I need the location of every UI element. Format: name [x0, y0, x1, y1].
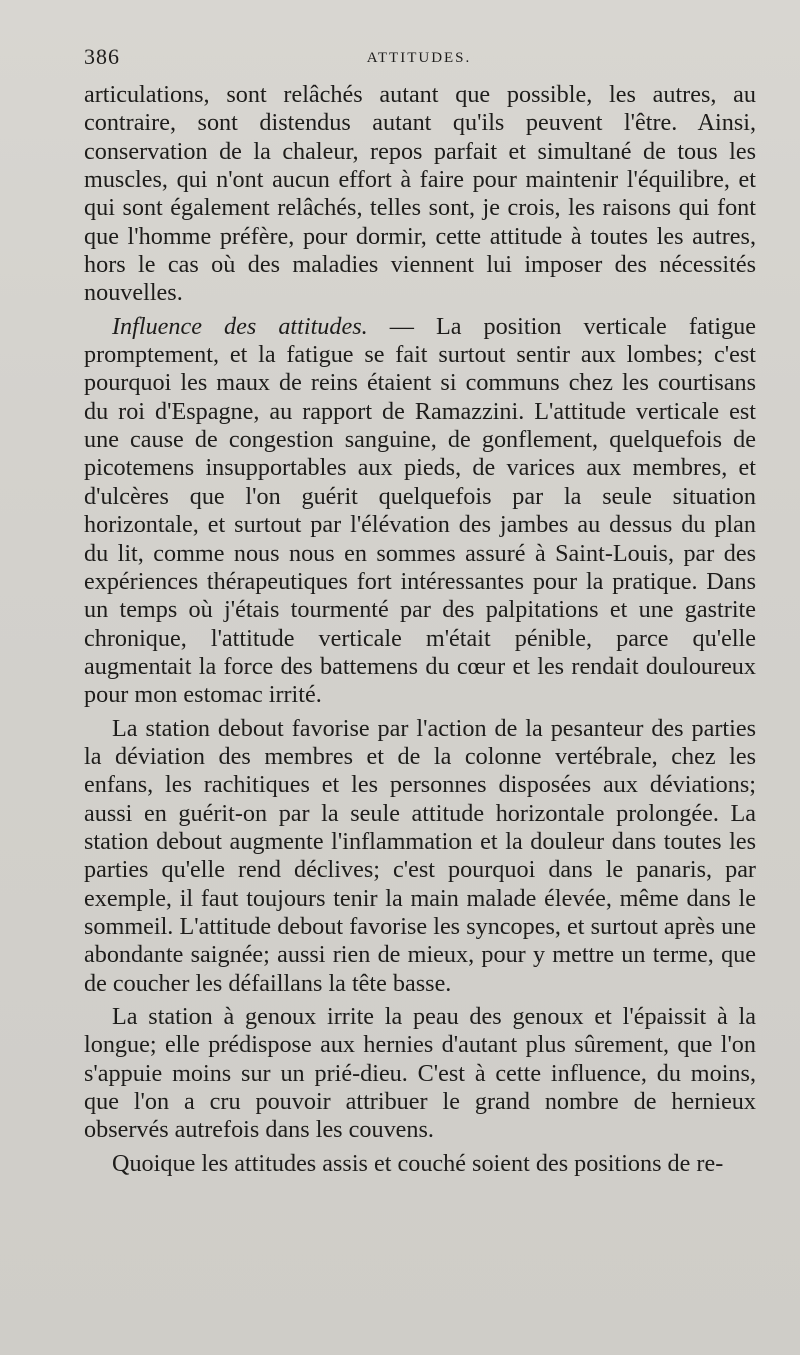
page-number: 386 — [84, 44, 120, 69]
paragraph-continuation: articulations, sont relâchés autant que possible, les autres, au contraire, sont distendus autant qu'ils peuvent l'être. Ainsi, conservation de la chaleur, repos parfait et simultané de tous les muscles, qui n'ont aucun effort à faire pour maintenir l'équilibre, et qui sont également relâchés, telles sont, je crois, les raisons qui font que l'homme préfère, pour dormir, cette attitude à toutes les autres, hors le cas où des maladies viennent lui imposer des nécessités nouvelles. — [84, 81, 756, 307]
inline-section-heading: Influence des attitudes. — [112, 312, 368, 340]
paragraph-influence — [84, 313, 756, 710]
body-text — [84, 81, 756, 1178]
paragraph-station-genoux: La station à genoux irrite la peau des genoux et l'épaissit à la longue; elle prédispose aux hernies d'autant plus sûrement, que l'on s'appuie moins sur un prié-dieu. C'est à cette influence, du moins, que l'on a cru pouvoir attribuer le grand nombre de hernieux observés autrefois dans les couvens. — [84, 1003, 756, 1144]
paragraph-assis-couche: Quoique les attitudes assis et couché soient des positions de re- — [112, 1149, 724, 1177]
heading-dash: — — [367, 312, 436, 340]
page-header — [84, 44, 754, 78]
running-head: ATTITUDES. — [366, 50, 472, 66]
paragraph-text: La position verticale fatigue promptement, et la fatigue se fait surtout sentir aux lombes; c'est pourquoi les maux de reins étaient si communs chez les courtisans du roi d'Espagne, au rapport de Ramazzini. L'attitude verticale est une cause de congestion sanguine, de gonflement, quelquefois de picotemens insupportables aux pieds, de varices aux membres, et d'ulcères que l'on guérit quelquefois par la seule situation horizontale, et surtout par l'élévation des jambes au dessus du plan du lit, comme nous nous en sommes assuré à Saint-Louis, par des expériences thérapeutiques fort intéressantes pour la pratique. Dans un temps où j'étais tourmenté par des palpitations et une gastrite chronique, l'attitude verticale m'était pénible, parce qu'elle augmentait la force des battemens du cœur et les rendait douloureux pour mon estomac irrité. — [84, 312, 756, 709]
paragraph-station-debout: La station debout favorise par l'action de la pesanteur des parties la déviation des membres et de la colonne vertébrale, chez les enfans, les rachitiques et les personnes disposées aux déviations; aussi en guérit-on par la seule attitude horizontale prolongée. La station debout augmente l'inflammation et la douleur dans toutes les parties qu'elle rend déclives; c'est pourquoi dans le panaris, par exemple, il faut toujours tenir la main malade élevée, même dans le sommeil. L'attitude debout favorise les syncopes, et surtout après une abondante saignée; aussi rien de mieux, pour y mettre un terme, que de coucher les défaillans la tête basse. — [84, 714, 756, 997]
